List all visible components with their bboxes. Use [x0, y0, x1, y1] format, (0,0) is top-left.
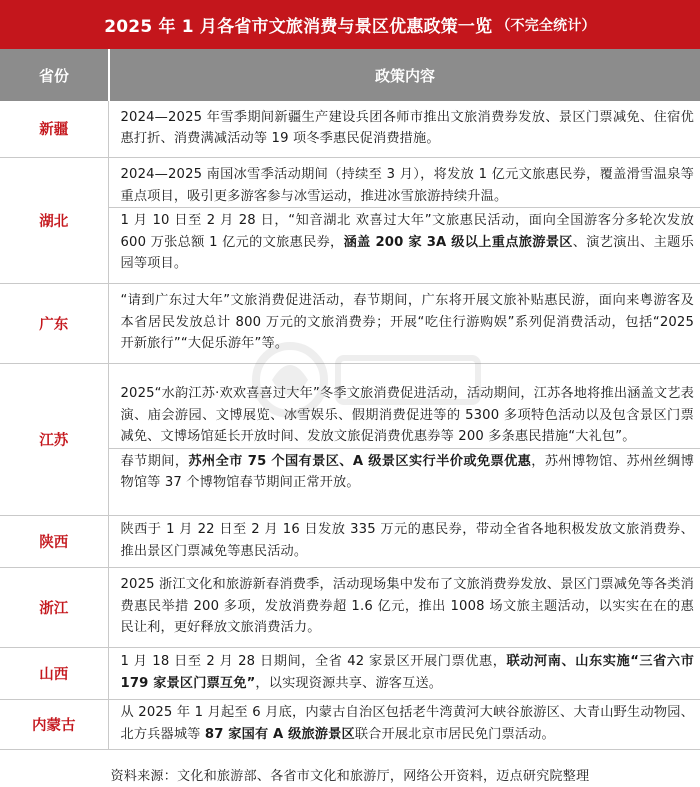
- policy-paragraph: [121, 651, 695, 694]
- policy-text: 2024—2025 年雪季期间新疆生产建设兵团各师市推出文旅消费券发放、景区门票减免、住宿优惠打折、消费满减活动等 19 项冬季惠民促消费措施。: [120, 109, 694, 147]
- policy-text: 1 月 10 日至 2 月 28 日，“知音湖北 欢喜过大年”文旅惠民活动，面向全国游客分多轮次发放 600 万张总额 1 亿元的文旅惠民券，: [120, 213, 694, 250]
- header-province: 省份: [38, 66, 69, 85]
- province-cell: 广东: [0, 283, 108, 363]
- policy-text: 春节期间，: [120, 453, 189, 469]
- policy-highlight: 联动河南、山东实施“三省六市 179 家景区门票互免”: [120, 654, 694, 691]
- policy-cell: [108, 647, 700, 699]
- policy-cell: [108, 363, 700, 515]
- province-cell: 江苏: [0, 363, 108, 515]
- policy-cell: [108, 699, 700, 749]
- policy-cell: [108, 567, 700, 647]
- policy-text: “请到广东过大年”文旅消费促进活动，春节期间，广东将开展文旅补贴惠民游，面向来粤游客及本省居民发放总计 800 万元的文旅消费券；开展“吃住行游购娱”系列促消费活动，包括“2025 开新旅行”“大促乐游年”等。: [120, 293, 694, 352]
- policy-highlight: 87 家国有 A 级旅游景区: [204, 726, 355, 742]
- policy-text: 2024—2025 南国冰雪季活动期间（持续至 3 月），将发放 1 亿元文旅惠民券，覆盖滑雪温泉等重点项目，吸引更多游客参与冰雪运动，推进冰雪旅游持续升温。: [120, 167, 694, 204]
- table-row: [0, 647, 700, 699]
- table-row: [0, 699, 700, 749]
- policy-paragraph: [121, 107, 695, 150]
- policy-cell: [108, 101, 700, 157]
- table-row: [0, 567, 700, 647]
- policy-text: 2025“水韵江苏·欢欢喜喜过大年”冬季文旅消费促进活动，活动期间，江苏各地将推出涵盖文艺表演、庙会游园、文博展览、冰雪娱乐、假期消费促进等的 5300 多项特色活动以及包含景区门票减免、文博场馆延长开放时间、发放文旅促消费优惠券等 200 多条惠民措施“大礼包”。: [120, 386, 694, 445]
- policy-table: [0, 101, 700, 750]
- province-cell: 新疆: [0, 101, 108, 157]
- source-note: 资料来源：文化和旅游部、各省市文化和旅游厅，网络公开资料，迈点研究院整理: [110, 769, 590, 784]
- table-body: [0, 101, 700, 749]
- policy-paragraph: [121, 702, 695, 745]
- policy-text: 联合开展北京市居民免门票活动。: [354, 726, 555, 742]
- policy-text: 2025 浙江文化和旅游新春消费季，活动现场集中发布了文旅消费券发放、景区门票减免等各类消费惠民举措 200 多项，发放消费券超 1.6 亿元，推出 1008 场文旅主题活动，以实实在在的惠民让利，更好释放文旅消费活力。: [120, 577, 694, 636]
- policy-paragraph: [121, 290, 695, 355]
- policy-text: ，以实现资源共享、游客互送。: [255, 675, 443, 691]
- province-cell: 陕西: [0, 515, 108, 567]
- policy-cell: [108, 283, 700, 363]
- title-bar: [0, 0, 700, 49]
- policy-text: 1 月 18 日至 2 月 28 日期间，全省 42 家景区开展门票优惠，: [120, 654, 507, 669]
- header-policy: 政策内容: [374, 66, 435, 85]
- policy-paragraph: [109, 207, 700, 275]
- province-cell: 湖北: [0, 157, 108, 283]
- table-row: [0, 515, 700, 567]
- province-cell: 山西: [0, 647, 108, 699]
- policy-cell: [108, 157, 700, 283]
- policy-text: 、演艺演出、主题乐园等项目。: [120, 234, 694, 272]
- table-row: [0, 283, 700, 363]
- policy-highlight: 苏州全市 75 个国有景区、A 级景区实行半价或免票优惠: [188, 453, 532, 469]
- page-title: 2025 年 1 月各省市文旅消费与景区优惠政策一览: [104, 17, 493, 37]
- policy-text: 陕西于 1 月 22 日至 2 月 16 日发放 335 万元的惠民券，带动全省各地积极发放文旅消费券、推出景区门票减免等惠民活动。: [120, 522, 694, 559]
- table-row: [0, 157, 700, 283]
- policy-paragraph: [121, 574, 695, 639]
- table-row: [0, 101, 700, 157]
- page-title-suffix: （不完全统计）: [496, 17, 596, 34]
- policy-paragraph: [121, 383, 695, 448]
- policy-paragraph: [109, 448, 700, 494]
- policy-text: 从 2025 年 1 月起至 6 月底，内蒙古自治区包括老牛湾黄河大峡谷旅游区、大青山野生动物园、北方兵器城等: [120, 705, 694, 742]
- policy-highlight: 涵盖 200 家 3A 级以上重点旅游景区: [343, 234, 573, 250]
- province-cell: 内蒙古: [0, 699, 108, 749]
- province-cell: 浙江: [0, 567, 108, 647]
- policy-paragraph: [121, 164, 695, 207]
- table-header: [0, 49, 700, 101]
- policy-cell: [108, 515, 700, 567]
- table-row: [0, 363, 700, 515]
- policy-text: ，苏州博物馆、苏州丝绸博物馆等 37 个博物馆春节期间正常开放。: [120, 453, 694, 491]
- policy-paragraph: [121, 519, 695, 562]
